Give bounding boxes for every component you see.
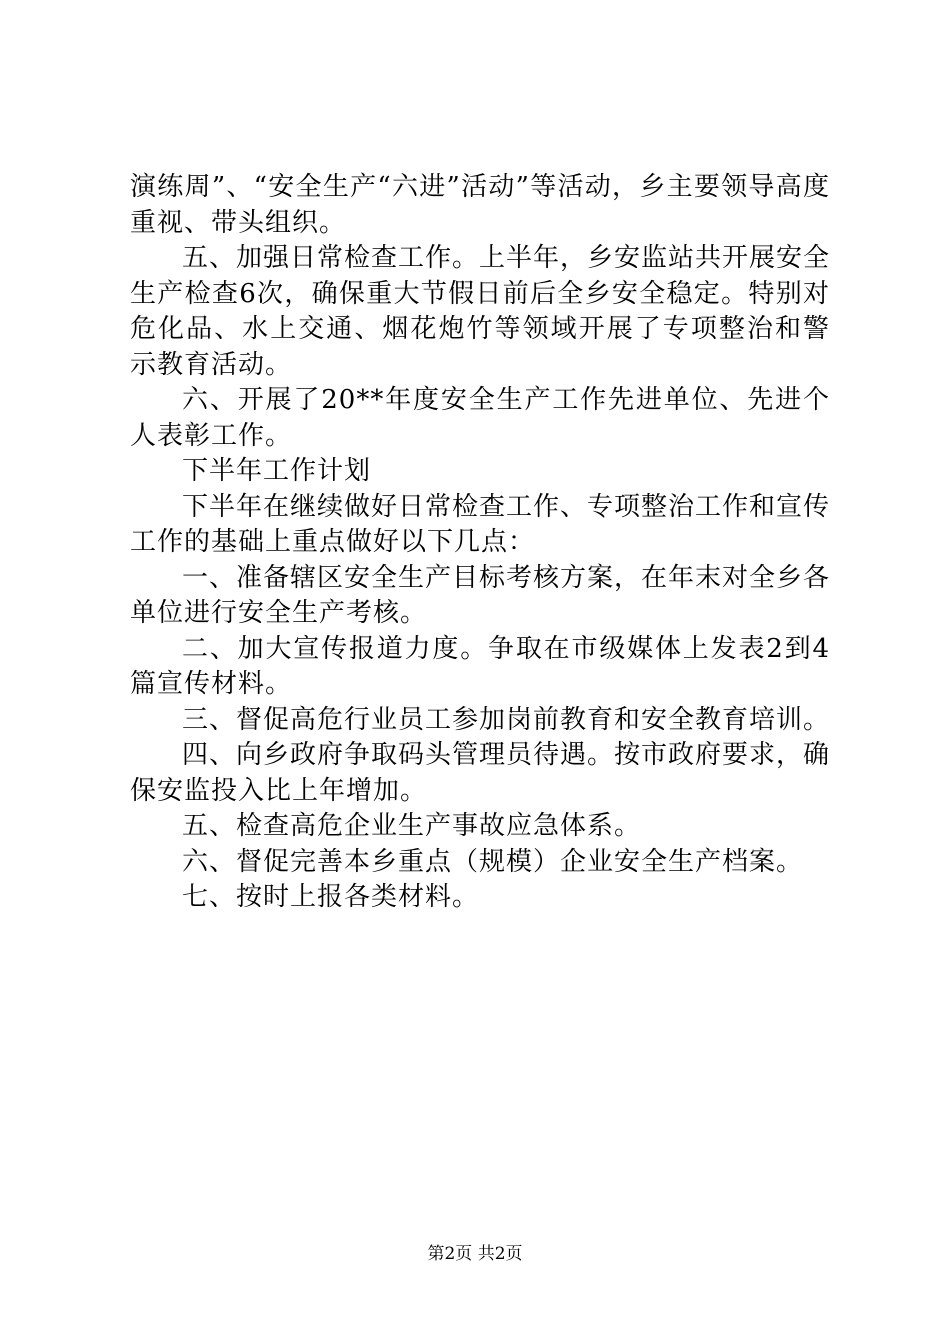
page-number-footer: 第2页 共2页 — [427, 1244, 523, 1264]
document-body — [130, 170, 830, 916]
plan-item-4: 四、向乡政府争取码头管理员待遇。按市政府要求，确保安监投入比上年增加。 — [130, 740, 831, 806]
paragraph-plan-intro: 下半年在继续做好日常检查工作、专项整治工作和宣传工作的基础上重点做好以下几点： — [130, 491, 831, 557]
plan-item-2: 二、加大宣传报道力度。争取在市级媒体上发表2到4篇宣传材料。 — [130, 633, 830, 699]
paragraph-continuation: 演练周”、“安全生产“六进”活动”等活动，乡主要领导高度重视、带头组织。 — [130, 172, 830, 238]
plan-item-3: 三、督促高危行业员工参加岗前教育和安全教育培训。 — [182, 704, 831, 735]
plan-item-7: 七、按时上报各类材料。 — [182, 882, 480, 912]
plan-item-5: 五、检查高危企业生产事故应急体系。 — [182, 811, 642, 841]
plan-item-1: 一、准备辖区安全生产目标考核方案，在年末对全乡各单位进行安全生产考核。 — [130, 562, 831, 628]
paragraph-item-5-daily-inspection: 五、加强日常检查工作。上半年，乡安监站共开展安全生产检查6次，确保重大节假日前后全乡安全稳定。特别对危化品、水上交通、烟花炮竹等领域开展了专项整治和警示教育活动。 — [130, 243, 831, 380]
plan-item-6: 六、督促完善本乡重点（规模）企业安全生产档案。 — [182, 846, 804, 877]
section-heading-second-half-plan: 下半年工作计划 — [182, 456, 372, 486]
paragraph-item-6-commendation: 六、开展了20**年度安全生产工作先进单位、先进个人表彰工作。 — [130, 385, 830, 451]
